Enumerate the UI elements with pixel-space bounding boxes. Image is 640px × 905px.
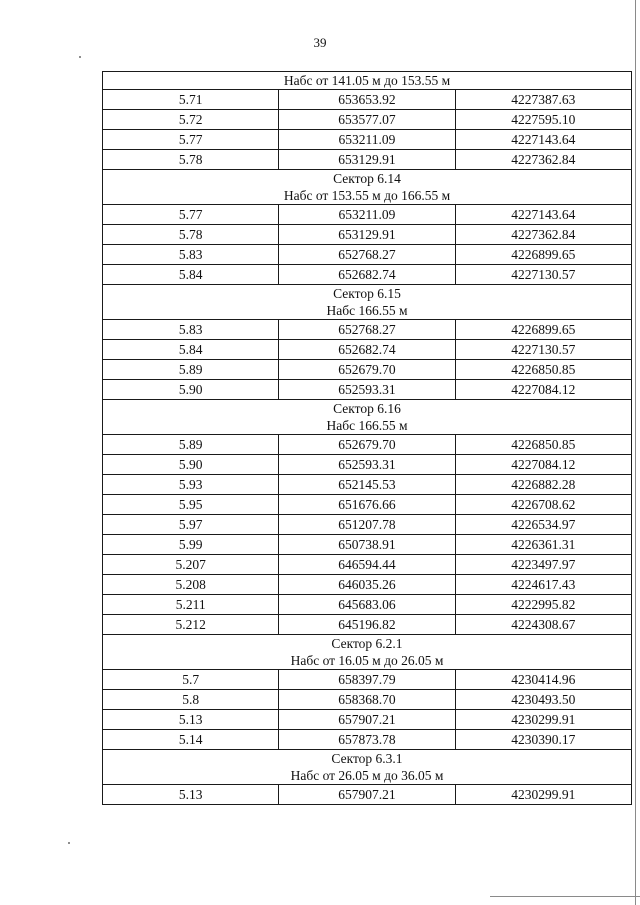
table-row (103, 670, 632, 690)
y-coordinate-cell: 4226534.97 (455, 515, 631, 535)
y-coordinate-cell: 4226899.65 (455, 245, 631, 265)
point-number-cell: 5.97 (103, 515, 279, 535)
table-row (103, 455, 632, 475)
scan-edge-line-bottom (490, 896, 640, 897)
point-number-cell: 5.93 (103, 475, 279, 495)
table-row (103, 90, 632, 110)
x-coordinate-cell: 645683.06 (279, 595, 455, 615)
table-row (103, 380, 632, 400)
table-row (103, 475, 632, 495)
x-coordinate-cell: 653211.09 (279, 130, 455, 150)
y-coordinate-cell: 4227387.63 (455, 90, 631, 110)
table-row (103, 785, 632, 805)
table-row (103, 690, 632, 710)
y-coordinate-cell: 4224617.43 (455, 575, 631, 595)
point-number-cell: 5.72 (103, 110, 279, 130)
point-number-cell: 5.13 (103, 710, 279, 730)
point-number-cell: 5.71 (103, 90, 279, 110)
sector-title: Сектор 6.3.1 (331, 751, 403, 766)
sector-title: Сектор 6.14 (333, 171, 401, 186)
y-coordinate-cell: 4226708.62 (455, 495, 631, 515)
elevation-range: Набс от 141.05 м до 153.55 м (283, 73, 451, 88)
coordinates-table-body (103, 72, 632, 805)
y-coordinate-cell: 4222995.82 (455, 595, 631, 615)
point-number-cell: 5.208 (103, 575, 279, 595)
x-coordinate-cell: 646035.26 (279, 575, 455, 595)
table-row (103, 535, 632, 555)
sector-title: Сектор 6.2.1 (331, 636, 403, 651)
y-coordinate-cell: 4230299.91 (455, 710, 631, 730)
point-number-cell: 5.212 (103, 615, 279, 635)
x-coordinate-cell: 650738.91 (279, 535, 455, 555)
y-coordinate-cell: 4226882.28 (455, 475, 631, 495)
x-coordinate-cell: 658397.79 (279, 670, 455, 690)
y-coordinate-cell: 4227130.57 (455, 340, 631, 360)
x-coordinate-cell: 657873.78 (279, 730, 455, 750)
y-coordinate-cell: 4227130.57 (455, 265, 631, 285)
page-number: 39 (313, 35, 327, 50)
table-row (103, 130, 632, 150)
section-header-row (103, 400, 632, 435)
x-coordinate-cell: 657907.21 (279, 710, 455, 730)
y-coordinate-cell: 4227084.12 (455, 455, 631, 475)
x-coordinate-cell: 652768.27 (279, 320, 455, 340)
table-row (103, 495, 632, 515)
x-coordinate-cell: 658368.70 (279, 690, 455, 710)
section-header-row (103, 635, 632, 670)
point-number-cell: 5.99 (103, 535, 279, 555)
x-coordinate-cell: 653577.07 (279, 110, 455, 130)
x-coordinate-cell: 653211.09 (279, 205, 455, 225)
y-coordinate-cell: 4227143.64 (455, 205, 631, 225)
x-coordinate-cell: 652145.53 (279, 475, 455, 495)
elevation-range: Набс от 26.05 м до 36.05 м (290, 768, 444, 783)
y-coordinate-cell: 4226361.31 (455, 535, 631, 555)
y-coordinate-cell: 4227362.84 (455, 150, 631, 170)
y-coordinate-cell: 4227084.12 (455, 380, 631, 400)
table-row (103, 575, 632, 595)
coordinates-table (102, 71, 632, 805)
point-number-cell: 5.14 (103, 730, 279, 750)
x-coordinate-cell: 653129.91 (279, 225, 455, 245)
section-header-cell (103, 170, 632, 205)
x-coordinate-cell: 652593.31 (279, 380, 455, 400)
section-header-cell (103, 400, 632, 435)
y-coordinate-cell: 4230390.17 (455, 730, 631, 750)
table-row (103, 110, 632, 130)
point-number-cell: 5.95 (103, 495, 279, 515)
point-number-cell: 5.89 (103, 360, 279, 380)
table-row (103, 245, 632, 265)
x-coordinate-cell: 652682.74 (279, 265, 455, 285)
point-number-cell: 5.211 (103, 595, 279, 615)
point-number-cell: 5.207 (103, 555, 279, 575)
table-row (103, 225, 632, 245)
x-coordinate-cell: 645196.82 (279, 615, 455, 635)
section-header-cell (103, 285, 632, 320)
y-coordinate-cell: 4224308.67 (455, 615, 631, 635)
table-row (103, 360, 632, 380)
x-coordinate-cell: 653653.92 (279, 90, 455, 110)
table-row (103, 320, 632, 340)
point-number-cell: 5.7 (103, 670, 279, 690)
point-number-cell: 5.90 (103, 380, 279, 400)
x-coordinate-cell: 653129.91 (279, 150, 455, 170)
y-coordinate-cell: 4230414.96 (455, 670, 631, 690)
point-number-cell: 5.78 (103, 225, 279, 245)
table-row (103, 205, 632, 225)
table-row (103, 515, 632, 535)
scan-speck (68, 842, 70, 844)
point-number-cell: 5.89 (103, 435, 279, 455)
scan-edge-line (635, 0, 636, 905)
y-coordinate-cell: 4226850.85 (455, 360, 631, 380)
sector-title: Сектор 6.16 (333, 401, 401, 416)
table-row (103, 340, 632, 360)
y-coordinate-cell: 4227143.64 (455, 130, 631, 150)
sector-title: Сектор 6.15 (333, 286, 401, 301)
point-number-cell: 5.77 (103, 130, 279, 150)
y-coordinate-cell: 4226899.65 (455, 320, 631, 340)
elevation-range: Набс 166.55 м (326, 303, 408, 318)
point-number-cell: 5.77 (103, 205, 279, 225)
x-coordinate-cell: 646594.44 (279, 555, 455, 575)
section-header-row (103, 285, 632, 320)
table-row (103, 555, 632, 575)
y-coordinate-cell: 4226850.85 (455, 435, 631, 455)
y-coordinate-cell: 4227595.10 (455, 110, 631, 130)
point-number-cell: 5.83 (103, 320, 279, 340)
section-header-row (103, 72, 632, 90)
table-row (103, 435, 632, 455)
x-coordinate-cell: 657907.21 (279, 785, 455, 805)
elevation-range: Набс от 16.05 м до 26.05 м (290, 653, 444, 668)
point-number-cell: 5.78 (103, 150, 279, 170)
point-number-cell: 5.84 (103, 265, 279, 285)
point-number-cell: 5.84 (103, 340, 279, 360)
y-coordinate-cell: 4227362.84 (455, 225, 631, 245)
point-number-cell: 5.83 (103, 245, 279, 265)
section-header-row (103, 750, 632, 785)
table-row (103, 730, 632, 750)
point-number-cell: 5.90 (103, 455, 279, 475)
x-coordinate-cell: 652679.70 (279, 360, 455, 380)
section-header-cell (103, 750, 632, 785)
section-header-cell (103, 72, 632, 90)
y-coordinate-cell: 4230493.50 (455, 690, 631, 710)
point-number-cell: 5.8 (103, 690, 279, 710)
x-coordinate-cell: 651676.66 (279, 495, 455, 515)
x-coordinate-cell: 652593.31 (279, 455, 455, 475)
table-row (103, 150, 632, 170)
y-coordinate-cell: 4223497.97 (455, 555, 631, 575)
point-number-cell: 5.13 (103, 785, 279, 805)
elevation-range: Набс от 153.55 м до 166.55 м (283, 188, 451, 203)
x-coordinate-cell: 652679.70 (279, 435, 455, 455)
section-header-row (103, 170, 632, 205)
x-coordinate-cell: 651207.78 (279, 515, 455, 535)
table-row (103, 265, 632, 285)
x-coordinate-cell: 652682.74 (279, 340, 455, 360)
table-row (103, 710, 632, 730)
section-header-cell (103, 635, 632, 670)
x-coordinate-cell: 652768.27 (279, 245, 455, 265)
elevation-range: Набс 166.55 м (326, 418, 408, 433)
table-row (103, 595, 632, 615)
y-coordinate-cell: 4230299.91 (455, 785, 631, 805)
table-row (103, 615, 632, 635)
scan-speck (79, 56, 81, 58)
